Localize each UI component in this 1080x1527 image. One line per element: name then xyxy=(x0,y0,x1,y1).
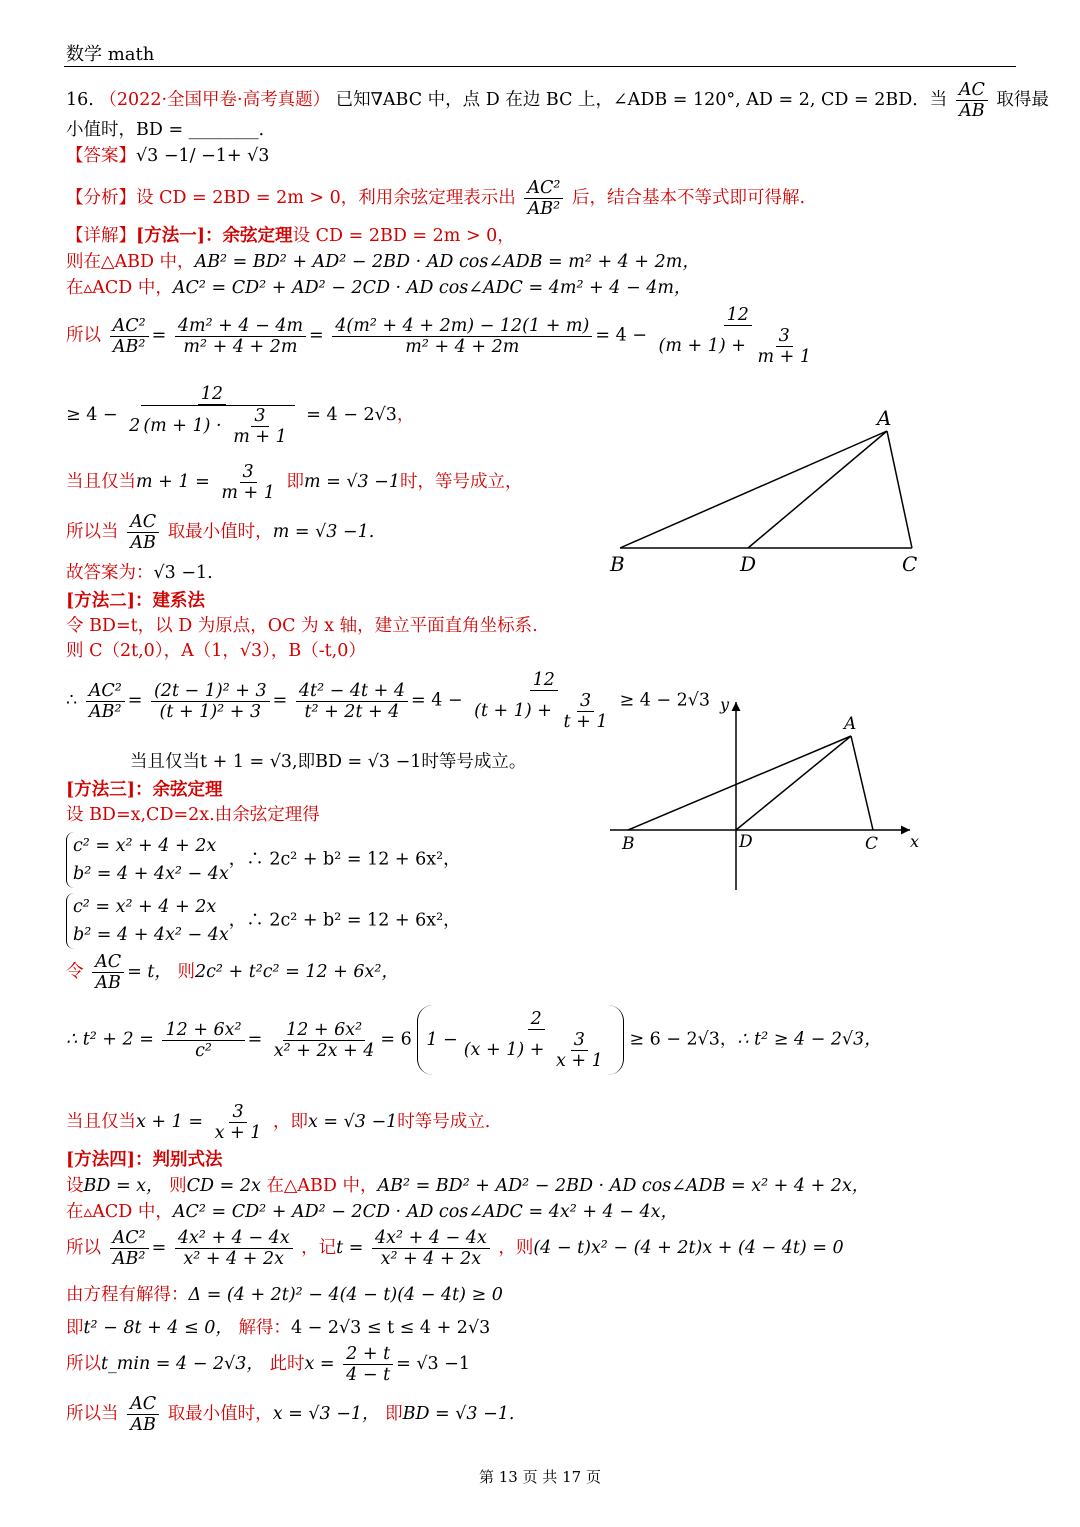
method3-derivation: ∴ t² + 2 = $\frac{\text{12 + 6x²}}{\text{c²}}$ = $\frac{\text{12 + 6x²}}{\text{x² + 2x + 4}}$ = 6 1 − 2 (x + 1) + $\frac{3}{x + 1}$ ≥ 6 − 2√3，∴ t² ≥ 4 − 2√3， xyxy=(66,1005,882,1075)
answer-label: 【答案】 xyxy=(66,146,136,166)
analysis-line xyxy=(66,178,805,219)
method1-final: 故答案为：√3 −1. xyxy=(66,563,213,583)
method3-system-1: c² = x² + 4 + 2x b² = 4 + 4x² − 4x ，∴ 2c² + b² = 12 + 6x²， xyxy=(66,832,461,888)
method2-title: [方法二]：建系法 xyxy=(66,591,206,611)
method1-ratio-line: 所以 $\frac{\text{AC²}}{\text{AB²}}$ = $\frac{\text{4m² + 4 − 4m}}{\text{m² + 4 + 2m}}$ = $\frac{\text{4(m² + 4 + 2m) − 12(1 + m)}}{\text{m² + 4 + 2m}}$ = 4 − 12 (m + 1) + $\frac{3}{m + 1}$ xyxy=(66,305,812,368)
method4-title: [方法四]：判别式法 xyxy=(66,1150,223,1170)
coord-label-x: x xyxy=(910,832,920,851)
method1-inequality: ≥ 4 − 12 2 (m + 1) · $\frac{3}{m + 1}$ = 4 − 2√3， xyxy=(66,384,415,448)
method2-condition: 当且仅当t + 1 = √3,即BD = √3 −1时等号成立。 xyxy=(130,752,527,772)
detail-label: 【详解】 xyxy=(66,226,136,246)
triangle-label-c: C xyxy=(902,552,918,576)
coord-label-d: D xyxy=(739,832,753,852)
method4-line-3: 所以 $\frac{\text{AC²}}{\text{AB²}}$ = $\frac{\text{4x² + 4 − 4x}}{\text{x² + 4 + 2x}}$ ，记t = $\frac{\text{4x² + 4 − 4x}}{\text{x² + 4 + 2x}}$ ，则(4 − t)x² − (4 + 2t)x + (4 − 4t) = 0 xyxy=(66,1228,844,1270)
problem-fraction: $\frac{AC}{AB}$ xyxy=(956,80,988,121)
problem-number: 16. xyxy=(66,90,94,111)
method1-minimum: 所以当 $\frac{AC}{AB}$ 取最小值时，m = √3 −1. xyxy=(66,512,375,554)
analysis-text-2: 后，结合基本不等式即可得解. xyxy=(571,188,806,209)
method1-equality-condition: 当且仅当m + 1 = $\frac{3}{m + 1}$ 即m = √3 −1时，等号成立， xyxy=(66,462,523,504)
analysis-fraction: $\frac{\text{AC²}}{\text{AB²}}$ xyxy=(524,178,563,219)
method4-line-5: 即t² − 8t + 4 ≤ 0， 解得：4 − 2√3 ≤ t ≤ 4 + 2√3 xyxy=(66,1318,491,1338)
analysis-label: 【分析】 xyxy=(66,188,136,209)
method2-derivation: ∴ $\frac{\text{AC²}}{\text{AB²}}$ = $\frac{\text{(2t − 1)² + 3}}{\text{(t + 1)² + 3}}$ = $\frac{\text{4t² − 4t + 4}}{\text{t² + 2t + 4}}$ = 4 − 12 (t + 1) + $\frac{3}{t + 1}$ ≥ 4 − 2√3 xyxy=(66,670,711,733)
method3-system-2: c² = x² + 4 + 2x b² = 4 + 4x² − 4x ，∴ 2c² + b² = 12 + 6x²， xyxy=(66,893,461,949)
detail-line xyxy=(66,226,515,247)
method1-title: [方法一]：余弦定理 xyxy=(136,226,293,246)
method4-line-1: 设BD = x， 则CD = 2x 在△ABD 中，AB² = BD² + AD² − 2BD · AD cos∠ADB = x² + 4 + 2x， xyxy=(66,1176,870,1196)
triangle-label-a: A xyxy=(877,406,892,430)
problem-source: （2022·全国甲卷·高考真题） xyxy=(99,90,331,111)
coord-label-b: B xyxy=(622,834,635,854)
triangle-figure xyxy=(600,405,930,580)
method2-line-2: 则 C（2t,0），A（1，√3），B（-t,0） xyxy=(66,641,366,661)
method3-condition: 当且仅当x + 1 = $\frac{3}{x + 1}$ ，即x = √3 −1时等号成立. xyxy=(66,1102,491,1144)
method1-intro: 设 CD = 2BD = 2m > 0， xyxy=(292,226,515,246)
coordinate-figure xyxy=(605,690,930,895)
method4-line-7: 所以当 $\frac{AC}{AB}$ 取最小值时，x = √3 −1， 即BD = √3 −1. xyxy=(66,1394,515,1436)
triangle-label-b: B xyxy=(610,552,625,576)
coord-label-a: A xyxy=(844,714,857,734)
header-divider xyxy=(64,66,1016,67)
problem-stem: 已知∇ABC 中，点 D 在边 BC 上，∠ADB = 120°, AD = 2, CD = 2BD．当 xyxy=(335,90,948,111)
method3-title: [方法三]：余弦定理 xyxy=(66,780,223,800)
method2-line-1: 令 BD=t，以 D 为原点，OC 为 x 轴，建立平面直角坐标系. xyxy=(66,616,538,636)
problem-stem-tail: 取得最 xyxy=(996,90,1049,111)
method3-line-1: 设 BD=x,CD=2x.由余弦定理得 xyxy=(66,805,320,825)
answer-line xyxy=(66,146,269,167)
page-header-title: 数学 math xyxy=(66,44,155,65)
method1-line-1: 则在△ABD 中，AB² = BD² + AD² − 2BD · AD cos∠ADB = m² + 4 + 2m， xyxy=(66,252,700,272)
answer-value: √3 −1/ −1+ √3 xyxy=(136,146,270,166)
method1-line-2: 在▵ACD 中，AC² = CD² + AD² − 2CD · AD cos∠ADC = 4m² + 4 − 4m， xyxy=(66,278,692,298)
page-footer: 第 13 页 共 17 页 xyxy=(478,1468,601,1486)
method4-line-4: 由方程有解得：Δ = (4 + 2t)² − 4(4 − t)(4 − 4t) ≥ 0 xyxy=(66,1285,503,1305)
problem-line-1 xyxy=(66,80,1049,121)
method3-let: 令 $\frac{AC}{AB}$ = t， 则2c² + t²c² = 12 + 6x²， xyxy=(66,952,399,994)
analysis-text-1: 设 CD = 2BD = 2m > 0，利用余弦定理表示出 xyxy=(136,188,516,209)
coord-label-y: y xyxy=(720,695,730,714)
method4-line-6: 所以t_min = 4 − 2√3， 此时x = $\frac{2 + t}{4 - t}$ = √3 −1 xyxy=(66,1344,470,1386)
triangle-label-d: D xyxy=(740,552,757,576)
method4-line-2: 在▵ACD 中，AC² = CD² + AD² − 2CD · AD cos∠ADC = 4x² + 4 − 4x， xyxy=(66,1202,678,1222)
coord-label-c: C xyxy=(865,834,879,854)
problem-line-2: 小值时，BD = ________． xyxy=(66,120,277,140)
